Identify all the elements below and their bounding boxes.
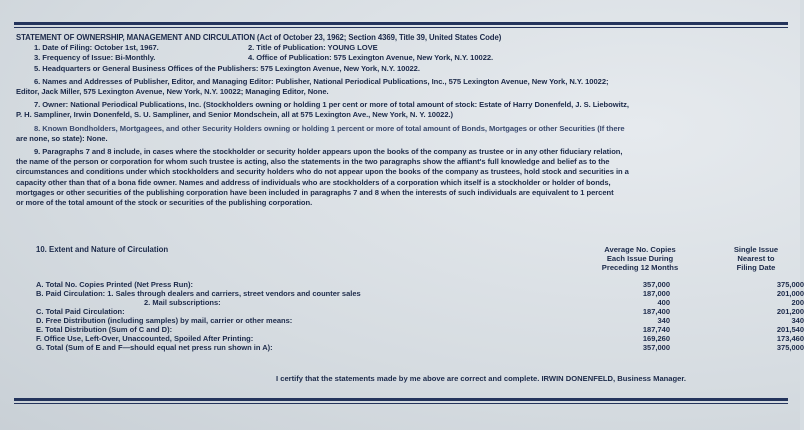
top-rule-thin: [14, 27, 788, 28]
item-date-of-filing: 1. Date of Filing: October 1st, 1967.: [34, 43, 159, 53]
table-row: [36, 298, 804, 307]
row-single: 201,540: [776, 325, 804, 334]
row-single: 375,000: [776, 343, 804, 352]
row-label: F. Office Use, Left-Over, Unaccounted, Spoiled After Printing:: [36, 334, 254, 343]
row-average: 400: [657, 298, 670, 307]
row-label: G. Total (Sum of E and F—should equal net press run shown in A):: [36, 343, 273, 352]
row-label: 2. Mail subscriptions:: [144, 298, 221, 307]
row-label: B. Paid Circulation: 1. Sales through dealers and carriers, street vendors and counter sales: [36, 289, 361, 298]
item-bondholders-line2: are none, so state): None.: [16, 133, 108, 143]
item-paragraph9-line2: the name of the person or corporation for whom such trustee is acting, also the statements in the two paragraphs show the affiant's full knowledge and belief as to the: [16, 157, 610, 167]
column-header-single: [716, 245, 796, 272]
row-single: 340: [791, 316, 804, 325]
statement-heading: STATEMENT OF OWNERSHIP, MANAGEMENT AND CIRCULATION (Act of October 23, 1962; Section 4369, Title 39, United States Code): [16, 33, 502, 42]
row-average: 340: [657, 316, 670, 325]
row-label: D. Free Distribution (including samples) by mail, carrier or other means:: [36, 316, 293, 325]
item-paragraph9-line6: or more of the total amount of the stock or securities of the publishing corporation.: [16, 198, 313, 208]
ownership-statement: [16, 33, 788, 208]
item-paragraph9-line5: mortgages or other securities of the publishing corporation have been included in paragraphs 7 and 8 when the interests of such individuals are equivalent to 1 percent: [16, 187, 614, 197]
item-owner-line2: P. H. Sampliner, Irwin Donenfeld, S. U. Sampliner, and Senior Mondschein, all at 575 Lexington Ave., New York, N. Y. 10022.): [16, 110, 454, 120]
items-1-2: [16, 43, 788, 53]
item-owner-line1: 7. Owner: National Periodical Publications, Inc. (Stockholders owning or holding 1 per cent or more of total amount of stock: Estate of Harry Donenfeld, J. S. Liebowitz,: [34, 100, 629, 110]
column-header-single-line1: Single Issue: [733, 245, 779, 254]
row-average: 357,000: [642, 343, 670, 352]
row-average: 187,000: [642, 289, 670, 298]
table-row: [36, 334, 804, 343]
bottom-rule-thin: [14, 403, 788, 404]
row-single: 200: [791, 298, 804, 307]
table-row: [36, 316, 804, 325]
column-header-average-line1: Average No. Copies: [604, 245, 676, 254]
certification-statement: I certify that the statements made by me above are correct and complete. IRWIN DONENFELD, Business Manager.: [276, 374, 687, 383]
item-headquarters: 5. Headquarters or General Business Offices of the Publishers: 575 Lexington Avenue, New York, N.Y. 10022.: [34, 63, 420, 73]
item-paragraph9-line3: circumstances and conditions under which stockholders and security holders who do not appear upon the books of the company as trustees, hold stock and securities in a: [16, 167, 629, 177]
row-average: 169,260: [642, 334, 670, 343]
column-header-average-line2: Each Issue During: [606, 254, 674, 263]
row-single: 173,460: [776, 334, 804, 343]
row-label: C. Total Paid Circulation:: [36, 307, 125, 316]
row-single: 201,000: [776, 289, 804, 298]
table-row: [36, 325, 804, 334]
table-row: [36, 343, 804, 352]
row-single: 201,200: [776, 307, 804, 316]
circulation-table: [36, 280, 804, 352]
table-row: [36, 289, 804, 298]
circulation-title: 10. Extent and Nature of Circulation: [36, 245, 169, 254]
row-single: 375,000: [776, 280, 804, 289]
column-header-single-line3: Filing Date: [736, 263, 776, 272]
row-label: A. Total No. Copies Printed (Net Press Run):: [36, 280, 193, 289]
row-average: 357,000: [642, 280, 670, 289]
table-row: [36, 307, 804, 316]
table-row: [36, 280, 804, 289]
column-header-average: [580, 245, 700, 272]
item-names-line1: 6. Names and Addresses of Publisher, Editor, and Managing Editor: Publisher, National Periodical Publications, Inc., 575 Lexington Avenue, New York, N.Y. 10022;: [34, 76, 609, 86]
item-frequency: 3. Frequency of Issue: Bi-Monthly.: [34, 53, 156, 63]
column-header-single-line2: Nearest to: [737, 254, 775, 263]
item-title-of-publication: 2. Title of Publication: YOUNG LOVE: [248, 43, 378, 53]
items-3-4: [16, 53, 788, 63]
item-paragraph9-line4: capacity other than that of a bona fide owner. Names and address of individuals who are stockholders of a corporation which itself is a stockholder or holder of bonds,: [16, 177, 611, 187]
row-average: 187,740: [642, 325, 670, 334]
row-label: E. Total Distribution (Sum of C and D):: [36, 325, 173, 334]
top-rule-thick: [14, 22, 788, 25]
column-header-average-line3: Preceding 12 Months: [601, 263, 679, 272]
item-paragraph9-line1: 9. Paragraphs 7 and 8 include, in cases where the stockholder or security holder appears upon the books of the company as trustee or in any other fiduciary relation,: [34, 147, 623, 157]
item-names-line2: Editor, Jack Miller, 575 Lexington Avenue, New York, N.Y. 10022; Managing Editor, None.: [16, 87, 329, 97]
item-bondholders-line1: 8. Known Bondholders, Mortgagees, and other Security Holders owning or holding 1 percent or more of total amount of Bonds, Mortgages or other Securities (If there: [34, 123, 625, 133]
row-average: 187,400: [642, 307, 670, 316]
item-office-of-publication: 4. Office of Publication: 575 Lexington Avenue, New York, N.Y. 10022.: [248, 53, 494, 63]
bottom-rule-thick: [14, 398, 788, 401]
